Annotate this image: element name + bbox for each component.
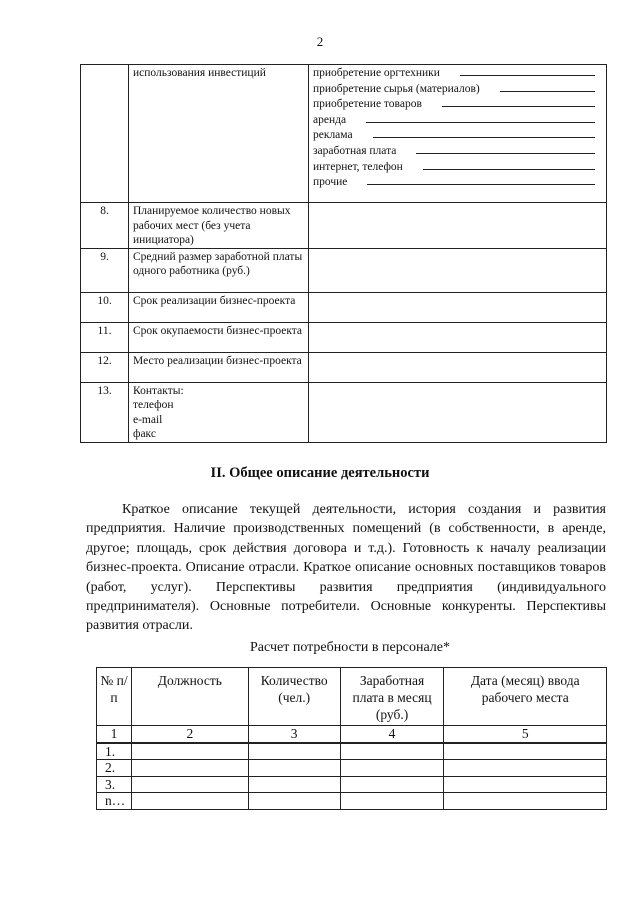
amount-blank-line[interactable] [366, 113, 595, 123]
investment-item-label: приобретение товаров [313, 98, 422, 111]
column-header-date: Дата (месяц) ввода рабочего места [444, 668, 607, 726]
amount-blank-line[interactable] [423, 160, 595, 170]
row-value[interactable] [309, 352, 607, 382]
amount-blank-line[interactable] [373, 128, 595, 138]
table-cell[interactable] [340, 776, 444, 793]
column-index: 3 [248, 726, 340, 743]
row-label: Планируемое количество новых рабочих мест (без учета инициатора) [129, 203, 309, 249]
amount-blank-line[interactable] [367, 175, 595, 185]
table-row [97, 793, 607, 810]
column-index: 2 [131, 726, 248, 743]
investment-item [313, 97, 603, 113]
page-number: 2 [316, 34, 324, 49]
investment-item [313, 113, 603, 129]
investment-item-label: заработная плата [313, 144, 397, 157]
investment-item [313, 160, 603, 176]
row-number: 3. [97, 776, 132, 793]
investment-item [313, 82, 603, 98]
table-row [97, 760, 607, 777]
row-number: 9. [81, 248, 129, 292]
investment-item-label: аренда [313, 113, 347, 126]
staff-table-caption: Расчет потребности в персонале* [250, 640, 450, 655]
investment-item-label: приобретение оргтехники [313, 67, 440, 79]
contacts-phone-label: телефон [133, 399, 174, 411]
table-row [97, 743, 607, 760]
staff-header-row [97, 668, 607, 726]
row-number: 11. [81, 322, 129, 352]
table-cell[interactable] [444, 793, 607, 810]
investment-use-row [81, 65, 607, 203]
investment-item-label: приобретение сырья (материалов) [313, 82, 480, 95]
column-header-salary: Заработная плата в месяц (руб.) [340, 668, 444, 726]
contacts-cell [129, 382, 309, 442]
column-index-row [97, 726, 607, 743]
info-row [81, 352, 607, 382]
table-cell[interactable] [131, 743, 248, 760]
investment-item-label: реклама [313, 129, 353, 142]
row-label: использования инвестиций [129, 65, 309, 203]
table-cell[interactable] [340, 793, 444, 810]
investment-item-label: прочие [313, 176, 348, 189]
table-cell[interactable] [340, 760, 444, 777]
column-index: 1 [97, 726, 132, 743]
row-label: Срок окупаемости бизнес-проекта [129, 322, 309, 352]
column-index: 4 [340, 726, 444, 743]
amount-blank-line[interactable] [442, 97, 595, 107]
contacts-label: Контакты: [133, 384, 184, 397]
table-cell[interactable] [444, 760, 607, 777]
column-index: 5 [444, 726, 607, 743]
section-description: Краткое описание текущей деятельности, история создания и развития предприятия. Наличие производственных помещений (в собственности, в аренде, другое; площадь, срок действия договора и т.д.). Готовность к началу реализации бизнес-проекта. Описание отрасли. Краткое описание основных поставщиков товаров (работ, услуг). Перспективы развития предприятия (индивидуального предпринимателя). Основные потребители. Основные конкуренты. Перспективы развития отрасли. [86, 502, 606, 634]
staff-requirements-table [96, 667, 607, 810]
table-row [97, 776, 607, 793]
table-cell[interactable] [248, 793, 340, 810]
amount-blank-line[interactable] [460, 66, 595, 76]
row-number: 12. [81, 352, 129, 382]
table-cell[interactable] [131, 760, 248, 777]
row-value[interactable] [309, 292, 607, 322]
row-number: 8. [81, 203, 129, 249]
table-cell[interactable] [248, 776, 340, 793]
column-header-count: Количество (чел.) [248, 668, 340, 726]
table-cell[interactable] [444, 776, 607, 793]
section-title: II. Общее описание деятельности [210, 465, 430, 481]
info-row [81, 322, 607, 352]
row-number: 10. [81, 292, 129, 322]
investment-item [313, 66, 603, 82]
row-number [81, 65, 129, 203]
investment-item-label: интернет, телефон [313, 160, 403, 173]
investment-items-list [313, 66, 603, 191]
row-label: Средний размер заработной платы одного работника (руб.) [129, 248, 309, 292]
contacts-row [81, 382, 607, 442]
table-cell[interactable] [131, 793, 248, 810]
row-number: 13. [81, 382, 129, 442]
table-cell[interactable] [444, 743, 607, 760]
row-value [309, 382, 607, 442]
investment-item [313, 128, 603, 144]
column-header-position: Должность [131, 668, 248, 726]
row-value[interactable] [309, 322, 607, 352]
amount-blank-line[interactable] [500, 82, 595, 92]
column-header-number: № п/п [97, 668, 132, 726]
table-cell[interactable] [131, 776, 248, 793]
row-value[interactable] [309, 248, 607, 292]
investment-items-cell [309, 65, 607, 203]
row-value[interactable] [309, 203, 607, 249]
project-info-table [80, 64, 607, 443]
info-row [81, 248, 607, 292]
table-cell[interactable] [340, 743, 444, 760]
investment-item [313, 144, 603, 160]
row-number: n… [97, 793, 132, 810]
table-cell[interactable] [248, 760, 340, 777]
row-label: Срок реализации бизнес-проекта [129, 292, 309, 322]
info-row [81, 292, 607, 322]
row-label: Место реализации бизнес-проекта [129, 352, 309, 382]
contacts-email-label: e-mail [133, 413, 163, 426]
investment-item [313, 175, 603, 191]
info-row [81, 203, 607, 249]
amount-blank-line[interactable] [416, 144, 595, 154]
row-number: 1. [97, 743, 132, 760]
row-number: 2. [97, 760, 132, 777]
contacts-fax-label: факс [133, 428, 156, 440]
table-cell[interactable] [248, 743, 340, 760]
